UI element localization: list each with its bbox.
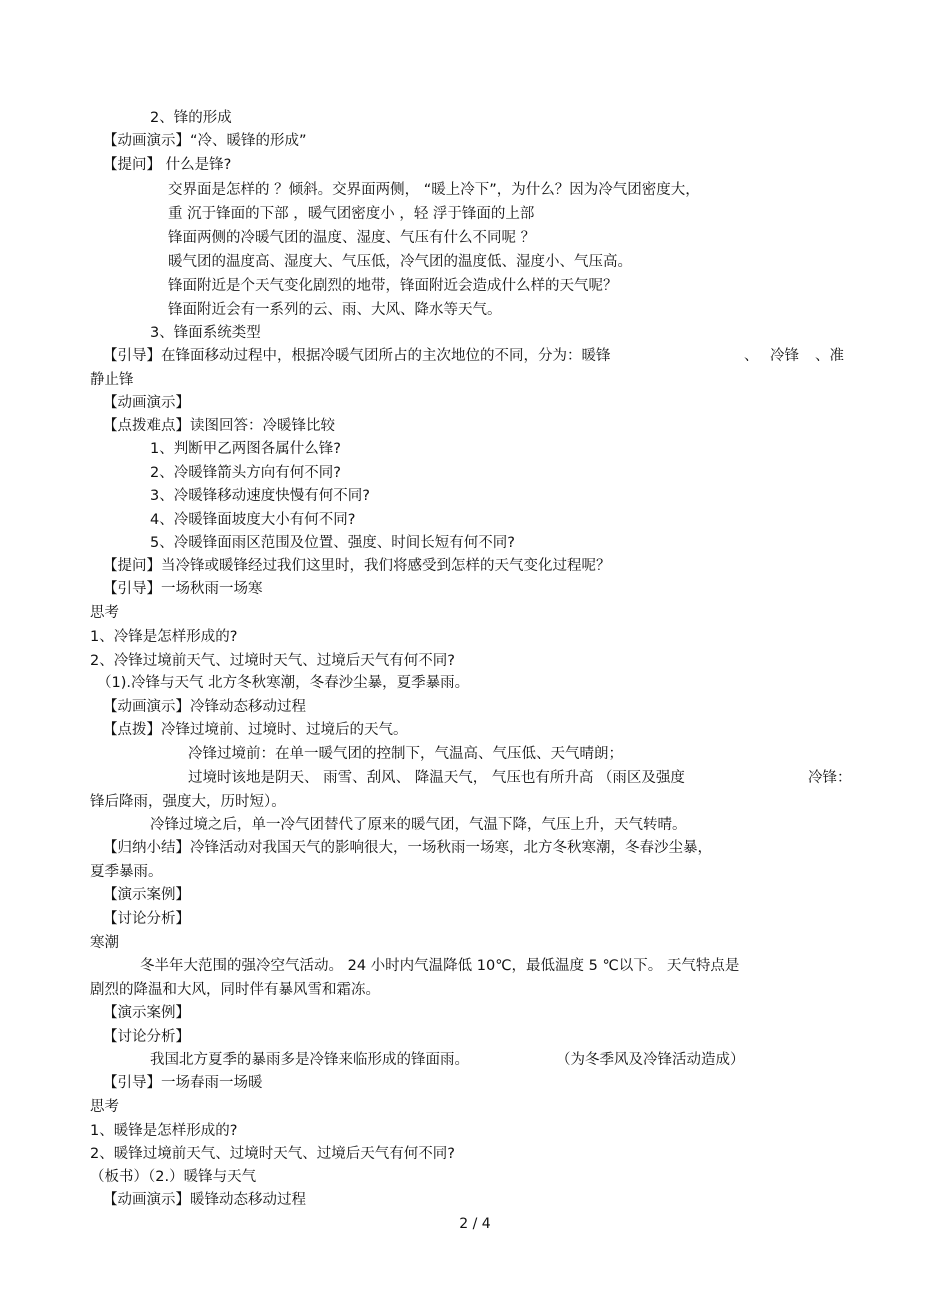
text-line: 2、冷锋过境前天气、过境时天气、过境后天气有何不同? [90,653,455,669]
page-number: 2 / 4 [459,1216,491,1232]
text-line: 锋面附近是个天气变化剧烈的地带，锋面附近会造成什么样的天气呢？ [168,278,618,294]
text-line: 【提问】 什么是锋? [103,157,232,173]
text-fragment: 、 [744,348,759,364]
text-line: 过境时该地是阴天、 雨雪、刮风、 降温天气， 气压也有所升高 （雨区及强度 [188,770,685,786]
text-line: 【点拨】冷锋过境前、过境时、过境后的天气。 [103,722,408,738]
text-line: 暖气团的温度高、湿度大、气压低，冷气团的温度低、湿度小、气压高。 [168,254,632,270]
text-line: （1).冷锋与天气 北方冬秋寒潮，冬春沙尘暴，夏季暴雨。 [97,675,470,691]
text-line: （板书）（2.）暖锋与天气 [90,1169,257,1185]
text-line: 【演示案例】 [103,887,190,903]
text-line: 1、暖锋是怎样形成的? [90,1123,238,1139]
text-line: 静止锋 [90,372,134,388]
text-line: 【动画演示】“冷、暖锋的形成” [103,133,307,149]
list-item: 1、判断甲乙两图各属什么锋? [150,441,341,457]
list-item: 2、冷暖锋箭头方向有何不同? [150,465,341,481]
text-line: 思考 [90,605,119,621]
list-item: 5、冷暖锋面雨区范围及位置、强度、时间长短有何不同? [150,535,515,551]
text-line: 锋后降雨，强度大，历时短）。 [90,794,286,810]
text-line: 锋面两侧的冷暖气团的温度、湿度、气压有什么不同呢 ？ [168,230,536,246]
text-line: 我国北方夏季的暴雨多是冷锋来临形成的锋面雨。 [150,1052,469,1068]
list-item: 3、冷暖锋移动速度快慢有何不同? [150,488,370,504]
text-line: 【演示案例】 [103,1005,190,1021]
text-line: 锋面附近会有一系列的云、雨、大风、降水等天气。 [168,302,502,318]
text-line: 冷锋过境前：在单一暖气团的控制下，气温高、气压低、天气晴朗； [188,746,623,762]
text-line: 【引导】在锋面移动过程中，根据冷暖气团所占的主次地位的不同，分为：暖锋 [103,348,611,364]
text-line: 重 沉于锋面的下部 ，暖气团密度小 ，轻 浮于锋面的上部 [168,206,535,222]
text-line: 【动画演示】暖锋动态移动过程 [103,1192,306,1208]
text-line: 思考 [90,1099,119,1115]
text-line: 【讨论分析】 [103,1029,190,1045]
text-line: 夏季暴雨。 [90,864,163,880]
text-fragment: 、准 [815,348,844,364]
text-fragment: 冷锋 [770,348,799,364]
text-line: 【引导】一场春雨一场暖 [103,1075,263,1091]
list-item: 4、冷暖锋面坡度大小有何不同? [150,512,356,528]
text-line: 【引导】一场秋雨一场寒 [103,581,263,597]
text-line: 【归纳小结】冷锋活动对我国天气的影响很大，一场秋雨一场寒，北方冬秋寒潮，冬春沙尘暴， [103,840,712,856]
text-line: 【动画演示】冷锋动态移动过程 [103,699,306,715]
text-line: 【点拨难点】读图回答：冷暖锋比较 [103,418,335,434]
text-line: 冷锋过境之后，单一冷气团替代了原来的暖气团，气温下降，气压上升，天气转晴。 [150,817,687,833]
text-line: 剧烈的降温和大风，同时伴有暴风雪和霜冻。 [90,982,380,998]
text-line: 【讨论分析】 [103,911,190,927]
heading-front-formation: 2、锋的形成 [150,110,232,126]
text-line: 寒潮 [90,935,119,951]
text-line: 1、冷锋是怎样形成的? [90,629,238,645]
text-line: 【提问】当冷锋或暖锋经过我们这里时，我们将感受到怎样的天气变化过程呢？ [103,558,611,574]
heading-front-types: 3、锋面系统类型 [150,325,261,341]
text-line: 2、暖锋过境前天气、过境时天气、过境后天气有何不同? [90,1146,455,1162]
text-fragment: （为冬季风及冷锋活动造成） [556,1052,745,1068]
text-line: 【动画演示】 [103,395,190,411]
text-fragment: 冷锋： [808,770,852,786]
text-line: 交界面是怎样的 ？倾斜。交界面两侧， “暖上冷下”，为什么？因为冷气团密度大， [168,182,700,198]
text-line: 冬半年大范围的强冷空气活动。 24 小时内气温降低 10℃，最低温度 5 ℃以下。 天气特点是 [140,958,740,974]
